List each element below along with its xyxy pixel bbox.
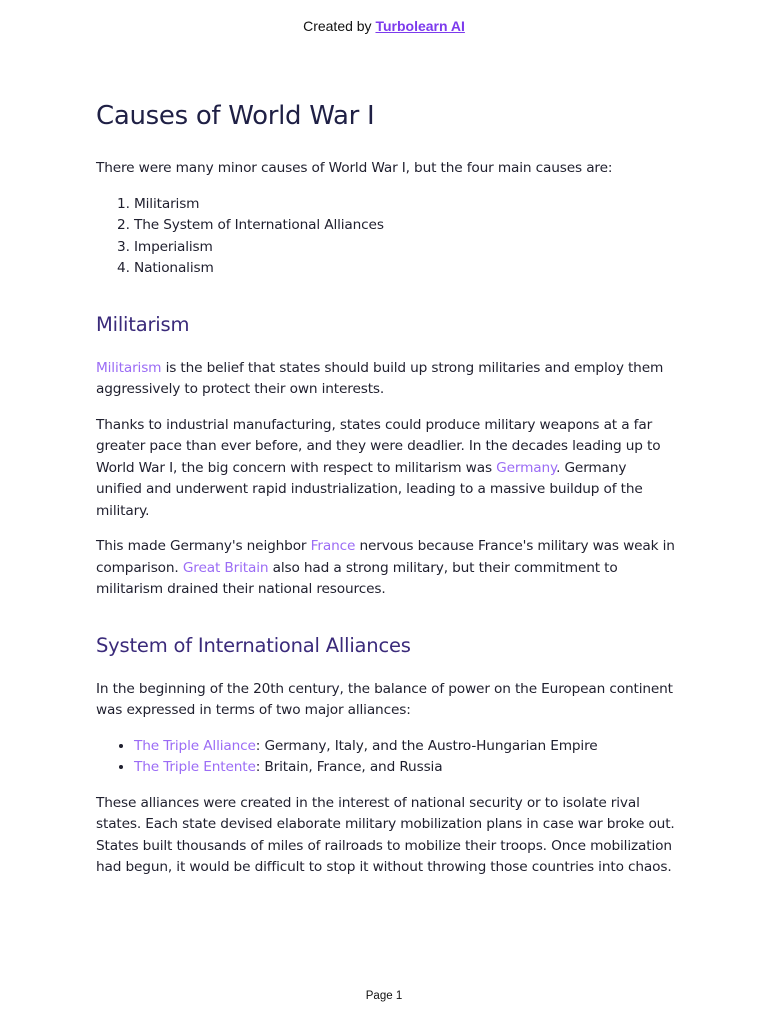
list-item	[134, 757, 676, 779]
list-item: 2. The System of International Alliances	[134, 215, 676, 237]
militarism-p2-before: Thanks to industrial manufacturing, states could produce military weapons at a far greater pace than ever before, and they were deadlier. In the decades leading up to World War I, the big concern with respect to militarism was	[96, 416, 661, 476]
list-item	[134, 736, 676, 758]
document-body	[96, 96, 676, 893]
page-title: Causes of World War I	[96, 101, 375, 131]
list-item: 4. Nationalism	[134, 258, 676, 280]
alliances-paragraph-1: In the beginning of the 20th century, the balance of power on the European continent was expressed in terms of two major alliances:	[96, 680, 673, 718]
militarism-p2-after: . Germany unified and underwent rapid industrialization, leading to a massive buildup of the military.	[96, 459, 643, 519]
france-term: France	[310, 538, 356, 554]
militarism-p3-middle: nervous because France's military was weak in comparison.	[96, 538, 675, 576]
intro-paragraph: There were many minor causes of World War I, but the four main causes are:	[96, 160, 613, 176]
militarism-paragraph-3	[96, 536, 676, 601]
militarism-heading: Militarism	[96, 312, 190, 336]
germany-term: Germany	[496, 459, 557, 476]
militarism-p1-text: is the belief that states should build up strong militaries and employ them aggressively to protect their own interests.	[96, 359, 664, 397]
triple-entente-members: : Britain, France, and Russia	[255, 759, 443, 775]
alliances-list	[96, 736, 676, 779]
list-item: 1. Militarism	[134, 194, 676, 216]
created-by-header	[0, 18, 768, 34]
militarism-term: Militarism	[96, 359, 162, 376]
militarism-paragraph-2	[96, 415, 676, 523]
triple-alliance-term: The Triple Alliance	[134, 737, 256, 754]
militarism-paragraph-1	[96, 358, 676, 401]
list-item: 3. Imperialism	[134, 237, 676, 259]
main-causes-list	[96, 194, 676, 280]
militarism-p3-before: This made Germany's neighbor	[96, 538, 311, 554]
great-britain-term: Great Britain	[182, 559, 269, 576]
created-by-text: Created by	[303, 18, 372, 34]
page-number: Page 1	[365, 990, 403, 1002]
militarism-p3-after: also had a strong military, but their commitment to militarism drained their national resources.	[96, 559, 618, 597]
alliances-heading: System of International Alliances	[96, 633, 411, 657]
turbolearn-link[interactable]: Turbolearn AI	[375, 18, 465, 34]
triple-alliance-members: : Germany, Italy, and the Austro-Hungarian Empire	[255, 737, 598, 754]
alliances-paragraph-2: These alliances were created in the interest of national security or to isolate rival states. Each state devised elaborate military mobilization plans in case war broke out. States built thousands of miles of railroads to mobilize their troops. Once mobilization had begun, it would be difficult to stop it without throwing those countries into chaos.	[96, 794, 675, 875]
triple-entente-term: The Triple Entente	[134, 759, 256, 775]
